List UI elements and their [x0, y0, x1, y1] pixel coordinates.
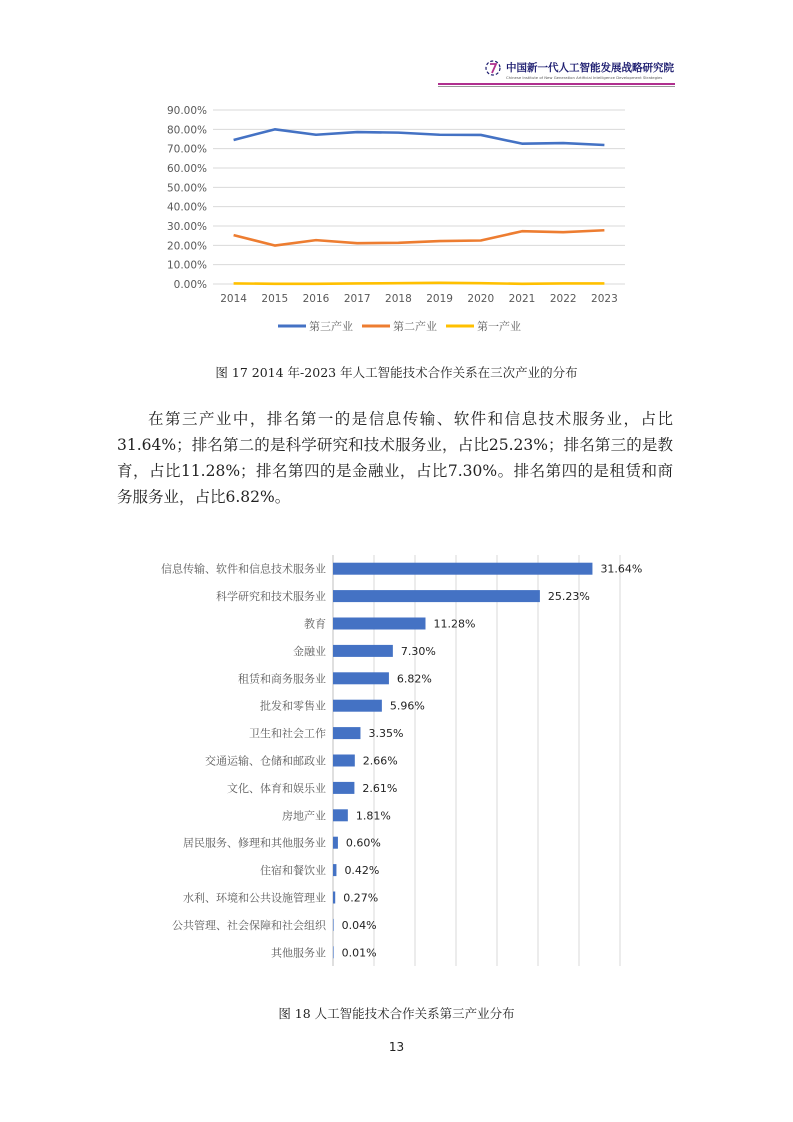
data-label: 7.30% — [400, 644, 436, 658]
bar — [333, 809, 348, 821]
category-label: 批发和零售业 — [260, 699, 326, 713]
series-line-3 — [234, 283, 605, 284]
x-tick-label: 2016 — [302, 293, 330, 305]
data-label: 31.64% — [600, 562, 643, 576]
y-tick-label: 50.00% — [166, 182, 207, 195]
category-label: 信息传输、软件和信息技术服务业 — [161, 562, 326, 576]
data-label: 0.60% — [345, 836, 381, 850]
x-tick-label: 2014 — [220, 293, 247, 305]
x-tick-label: 2022 — [549, 293, 577, 305]
x-tick-label: 2015 — [261, 293, 289, 305]
data-label: 0.04% — [341, 918, 377, 932]
bar — [333, 755, 355, 767]
category-label: 住宿和餐饮业 — [260, 864, 326, 878]
y-tick-label: 0.00% — [173, 279, 207, 291]
bar — [333, 590, 540, 602]
y-tick-label: 30.00% — [166, 221, 207, 233]
category-label: 文化、体育和娱乐业 — [227, 781, 326, 795]
bar — [333, 892, 335, 904]
x-tick-label: 2018 — [385, 293, 412, 305]
page-number: 13 — [388, 1040, 405, 1054]
bar — [333, 672, 389, 684]
figure18-caption: 图 18 人工智能技术合作关系第三产业分布 — [278, 1006, 515, 1021]
series-line-1 — [234, 129, 605, 145]
y-tick-label: 80.00% — [166, 124, 207, 137]
x-tick-label: 2021 — [508, 293, 536, 305]
category-label: 租赁和商务服务业 — [238, 672, 326, 686]
bar — [333, 727, 360, 739]
data-label: 1.81% — [355, 809, 391, 823]
category-label: 房地产业 — [282, 809, 326, 823]
y-tick-label: 10.00% — [166, 259, 207, 272]
y-tick-label: 60.00% — [166, 163, 207, 175]
header-divider-thin — [438, 86, 675, 87]
category-label: 科学研究和技术服务业 — [216, 590, 326, 604]
org-name: 中国新一代人工智能发展战略研究院 — [506, 62, 674, 74]
category-label: 交通运输、仓储和邮政业 — [205, 754, 326, 768]
data-label: 0.01% — [341, 946, 377, 960]
org-english-name: Chinese Institute of New Generation Artificial Intelligence Development Strategies — [506, 75, 663, 80]
data-label: 2.66% — [362, 754, 398, 768]
bar — [333, 946, 334, 958]
bar — [333, 618, 425, 630]
bar-chart-figure18 — [145, 555, 665, 970]
legend-label-2: 第二产业 — [393, 320, 437, 333]
x-tick-label: 2020 — [467, 293, 495, 305]
category-label: 居民服务、修理和其他服务业 — [183, 836, 326, 850]
category-label: 卫生和社会工作 — [249, 727, 326, 741]
x-tick-label: 2023 — [591, 293, 618, 305]
bar — [333, 563, 592, 575]
data-label: 2.61% — [362, 781, 398, 795]
line-chart-figure17 — [150, 98, 640, 348]
category-label: 教育 — [304, 617, 326, 631]
y-tick-label: 70.00% — [166, 143, 207, 156]
data-label: 3.35% — [368, 727, 404, 741]
data-label: 5.96% — [389, 699, 425, 713]
category-label: 公共管理、社会保障和社会组织 — [172, 918, 326, 932]
data-label: 25.23% — [547, 590, 590, 604]
legend-label-3: 第一产业 — [477, 320, 521, 333]
y-tick-label: 20.00% — [166, 240, 207, 253]
y-tick-label: 90.00% — [166, 105, 207, 117]
data-label: 11.28% — [433, 617, 476, 631]
bar — [333, 645, 393, 657]
y-tick-label: 40.00% — [166, 201, 207, 214]
institute-logo-icon — [482, 58, 504, 80]
category-label: 水利、环境和公共设施管理业 — [183, 891, 326, 905]
bar — [333, 837, 338, 849]
data-label: 0.27% — [343, 891, 379, 905]
bar — [333, 700, 382, 712]
x-tick-label: 2017 — [343, 293, 371, 305]
figure17-caption: 图 17 2014 年-2023 年人工智能技术合作关系在三次产业的分布 — [215, 365, 578, 380]
body-paragraph — [117, 406, 673, 510]
series-line-2 — [234, 230, 605, 245]
legend-label-1: 第三产业 — [309, 320, 353, 333]
paragraph-text: 在第三产业中，排名第一的是信息传输、软件和信息技术服务业，占比31.64%；排名第二的是科学研究和技术服务业，占比25.23%；排名第三的是教育，占比11.28%；排名第四的是金融业，占比7.30%。排名第四的是租赁和商务服务业，占比6.82%。 — [117, 410, 673, 506]
data-label: 6.82% — [396, 672, 432, 686]
category-label: 其他服务业 — [271, 946, 326, 960]
x-tick-label: 2019 — [426, 293, 453, 305]
bar — [333, 919, 334, 931]
header-divider — [438, 83, 675, 85]
category-label: 金融业 — [293, 644, 326, 658]
data-label: 0.42% — [344, 864, 380, 878]
bar — [333, 864, 336, 876]
bar — [333, 782, 354, 794]
page-header — [0, 0, 793, 90]
